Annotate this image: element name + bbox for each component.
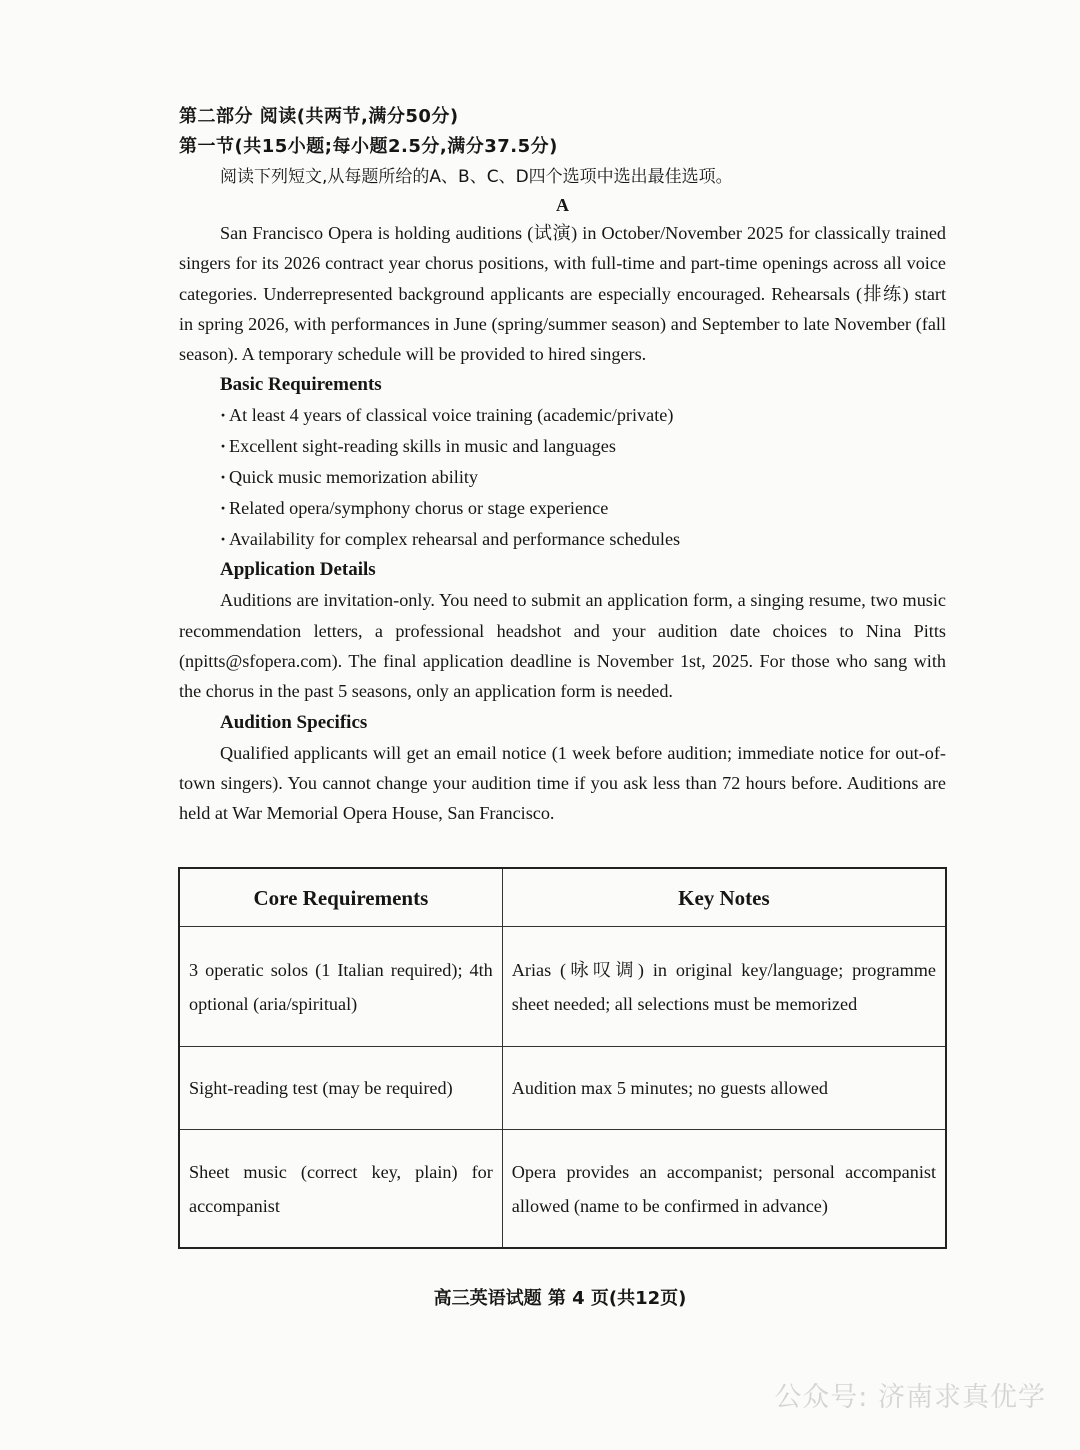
part-title: 第二部分 阅读(共两节,满分50分) (179, 106, 459, 127)
basic-requirements-list (179, 400, 946, 554)
audition-specifics-heading: Audition Specifics (220, 711, 368, 733)
list-item: · Related opera/symphony chorus or stage experience (220, 493, 946, 524)
page-footer: 高三英语试题 第 4 页(共12页) (433, 1288, 687, 1309)
bullet-icon: · (220, 467, 227, 488)
table-header-row (179, 868, 946, 927)
watermark: 公众号: 济南求真优学 (774, 1382, 1046, 1413)
basic-requirements-heading: Basic Requirements (220, 374, 382, 396)
instructions: 阅读下列短文,从每题所给的A、B、C、D四个选项中选出最佳选项。 (220, 167, 733, 187)
table-cell: 3 operatic solos (1 Italian required); 4th optional (aria/spiritual) (179, 927, 502, 1047)
passage-label: A (556, 195, 569, 215)
column-header-core-requirements: Core Requirements (179, 868, 502, 927)
application-details-text: Auditions are invitation-only. You need to submit an application form, a singing resume, two music recommendation letters, a professional headshot and your audition date choices to Nina Pitts (npitts@sfopera.com). The final application deadline is November 1st, 2025. For those who sang with the chorus in the past 5 seasons, only an application form is needed. (179, 590, 946, 702)
column-header-key-notes: Key Notes (502, 868, 946, 927)
bullet-icon: · (220, 528, 227, 549)
table-row (179, 1047, 946, 1130)
section-title: 第一节(共15小题;每小题2.5分,满分37.5分) (179, 136, 558, 157)
bullet-icon: · (220, 405, 227, 426)
requirements-table (178, 867, 947, 1249)
list-item: · Availability for complex rehearsal and performance schedules (220, 524, 946, 555)
list-item: · Excellent sight-reading skills in music and languages (220, 431, 946, 462)
list-item: · Quick music memorization ability (220, 462, 946, 493)
table-cell: Sight-reading test (may be required) (179, 1047, 502, 1130)
table-cell: Sheet music (correct key, plain) for accompanist (179, 1130, 502, 1249)
table-cell: Audition max 5 minutes; no guests allowed (502, 1047, 946, 1130)
bullet-icon: · (220, 436, 227, 457)
table-row (179, 1130, 946, 1249)
table-cell: Arias (咏叹调) in original key/language; programme sheet needed; all selections must be memorized (502, 927, 946, 1047)
table-row (179, 927, 946, 1047)
bullet-icon: · (220, 497, 227, 518)
list-item: · At least 4 years of classical voice training (academic/private) (220, 400, 946, 431)
exam-page (179, 102, 946, 829)
audition-specifics-text: Qualified applicants will get an email notice (1 week before audition; immediate notice for out-of-town singers). You cannot change your audition time if you ask less than 72 hours before. Auditions are held at War Memorial Opera House, San Francisco. (179, 742, 946, 824)
table-cell: Opera provides an accompanist; personal accompanist allowed (name to be confirmed in advance) (502, 1130, 946, 1249)
passage-intro: San Francisco Opera is holding auditions (试演) in October/November 2025 for classically trained singers for its 2026 contract year chorus positions, with full-time and part-time openings across all voice categories. Underrepresented background applicants are especially encouraged. Rehearsals (排练) start in spring 2026, with performances in June (spring/summer season) and September to late November (fall season). A temporary schedule will be provided to hired singers. (179, 223, 946, 365)
application-details-heading: Application Details (220, 559, 376, 581)
